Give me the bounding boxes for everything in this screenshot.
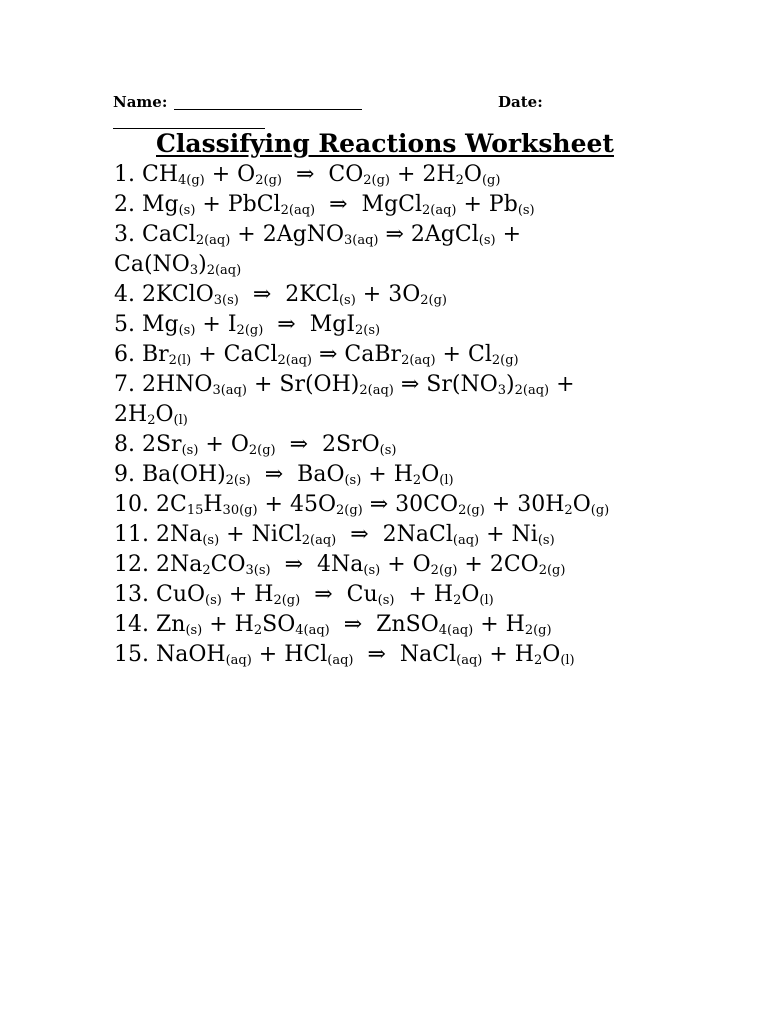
equation-2: 2. $Mg_{(s)}$ + PbCl$_{2(aq)}$ ⇒ MgCl$_{2(aq)}$ + $Pb_{(s)}$ — [114, 192, 535, 218]
equation-14: 14. $Zn_{(s)} + H_2SO_{4(aq)}$ ⇒ ZnSO$_{4(aq)}$ + $H_{2(g)}$ — [114, 612, 552, 638]
equation-12: 12. $2Na_2CO_{3(s)}$ ⇒ $4Na_{(s)} + O_{2(g)} + 2CO_{2(g)}$ — [114, 552, 566, 578]
date-blank-line[interactable] — [113, 113, 265, 129]
name-blank-line[interactable] — [174, 94, 362, 110]
equation-10: 10. $2C_{15}H_{30(g)} + 45O_{2(g)}$ ⇒ $30CO_{2(g)} + 30H_2O_{(g)}$ — [114, 492, 610, 518]
equation-6: 6. $Br_{2(l)}$ + CaCl$_{2(aq)}$ ⇒ CaBr$_{2(aq)}$ + $Cl_{2(g)}$ — [114, 342, 519, 368]
date-label: Date: — [498, 93, 543, 111]
equation-list — [114, 160, 654, 670]
name-label: Name: — [113, 93, 168, 111]
equation-4: 4. 2KClO$_{3(s)}$ ⇒ $2KCl_{(s)} + 3O_{2(g)}$ — [114, 282, 447, 308]
equation-3: 3. CaCl$_{2(aq)}$ + 2AgNO$_{3(aq)}$ ⇒ 2AgCl$_{(s)}$ + $Ca(NO_3)_{2(aq)}$ — [114, 222, 522, 278]
equation-5: 5. $Mg_{(s)} + I_{2(g)}$ ⇒ MgI$_{2(s)}$ — [114, 312, 381, 338]
page-title: Classifying Reactions Worksheet — [156, 129, 614, 158]
equation-13: 13. $CuO_{(s)} + H_{2(g)}$ ⇒ $Cu_{(s)} + H_2O_{(l)}$ — [114, 582, 494, 608]
equation-9: 9. $Ba(OH)_{2(s)}$ ⇒ $BaO_{(s)} + H_2O_{(l)}$ — [114, 462, 454, 488]
equation-1: 1. $CH_{4(g)} + O_{2(g)}$ ⇒ $CO_{2(g)} + 2H_2O_{(g)}$ — [114, 162, 501, 188]
equation-8: 8. $2Sr_{(s)} + O_{2(g)}$ ⇒ 2SrO$_{(s)}$ — [114, 432, 397, 458]
equation-15: 15. NaOH$_{(aq)}$ + HCl$_{(aq)}$ ⇒ NaCl$_{(aq)}$ + $H_2O_{(l)}$ — [114, 642, 575, 668]
equation-11: 11. $2Na_{(s)}$ + NiCl$_{2(aq)}$ ⇒ 2NaCl$_{(aq)}$ + $Ni_{(s)}$ — [114, 522, 555, 548]
equation-7: 7. $2HNO_{3(aq)} + Sr(OH)_{2(aq)}$ ⇒ $Sr(NO_3)_{2(aq)} + 2H_2O_{(l)}$ — [114, 372, 575, 428]
